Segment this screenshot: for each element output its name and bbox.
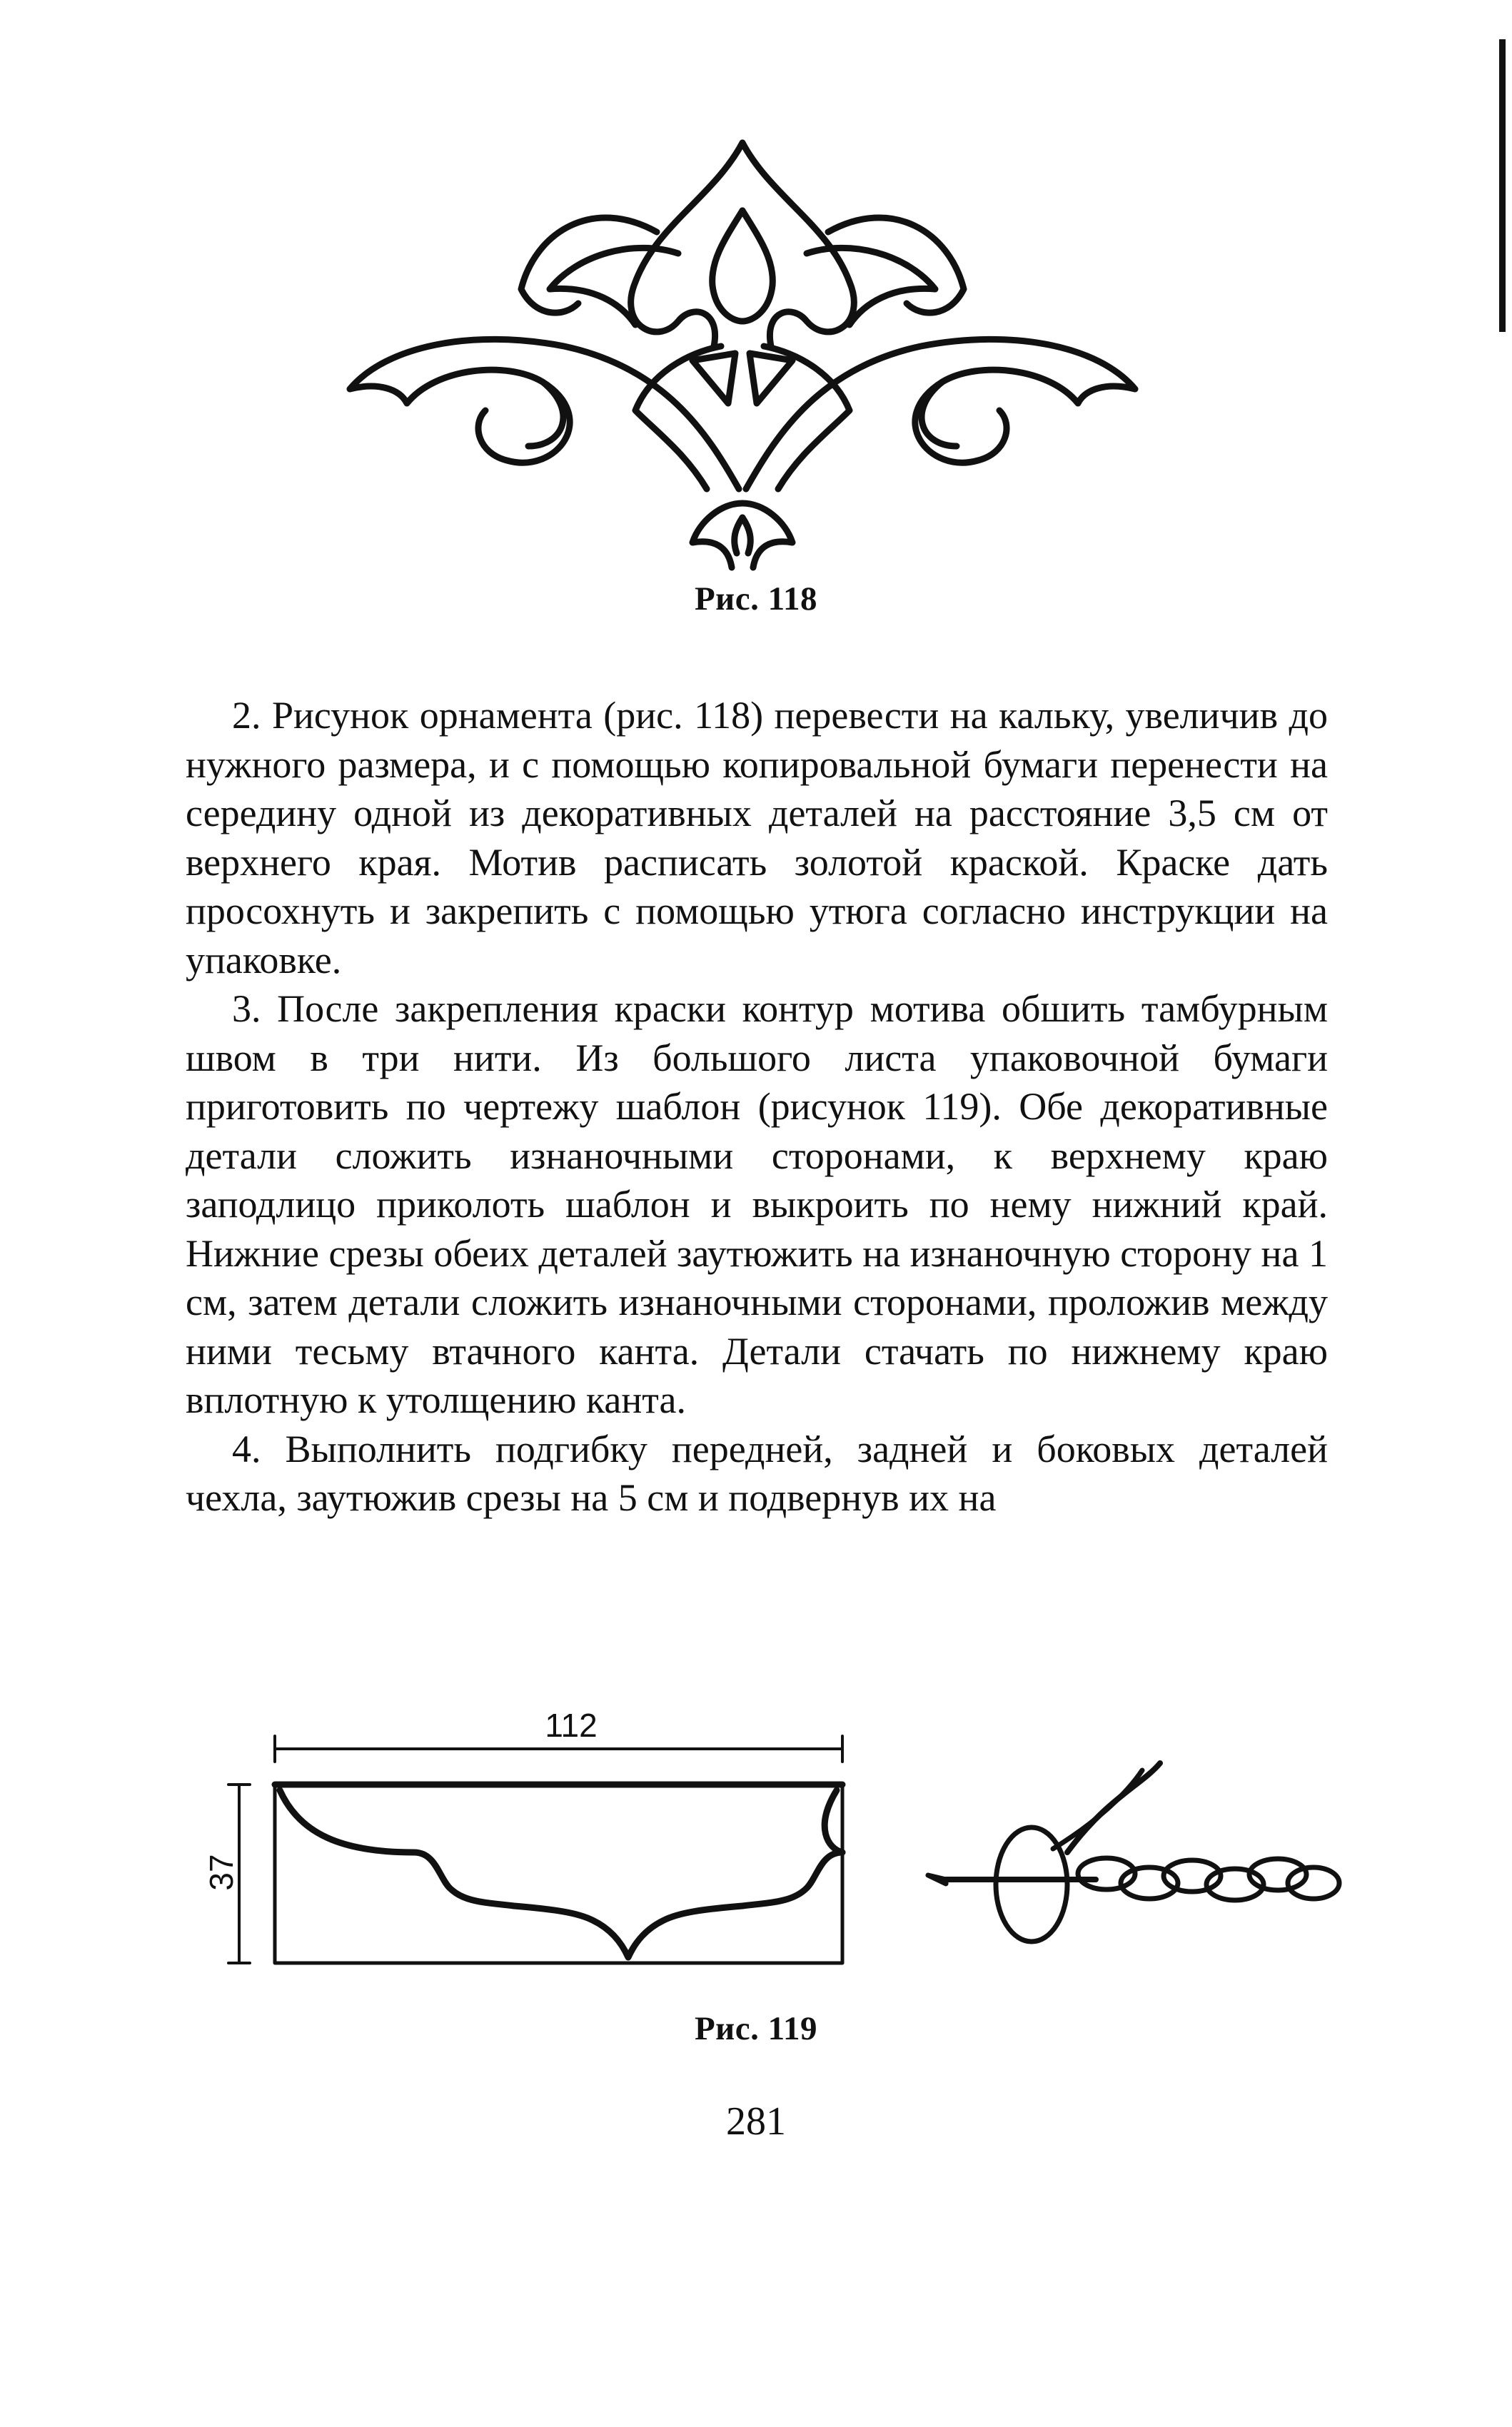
dimension-width-label: 112: [545, 1707, 598, 1744]
page-edge-mark: [1499, 39, 1506, 332]
ornament-left-half: [350, 143, 742, 567]
figure-119-drawing: [200, 1706, 1356, 1977]
paragraph-step-2: 2. Рисунок орнамента (рис. 118) перевести на кальку, увеличив до нужного размера, и с помощью копировальной бумаги перенести на середину одной из декоративных деталей на расстояние 3,5 см от верхнего края. Мотив расписать золотой краской. Краске дать просохнуть и закрепить с помощью утюга согласно инструкции на упаковке.: [186, 694, 1328, 982]
figure-119-caption: Рис. 119: [694, 2010, 818, 2047]
template-pattern: [228, 1736, 842, 1963]
dimension-height-label: 37: [203, 1854, 240, 1891]
body-text: [186, 691, 1328, 1523]
ornament-figure: [336, 132, 1149, 575]
chain-stitch-illustration: [928, 1763, 1339, 1942]
paragraph-step-4: 4. Выполнить подгибку передней, задней и боковых деталей чехла, заутюжив срезы на 5 см и подвернув их на: [186, 1427, 1328, 1519]
page-number: 281: [726, 2099, 786, 2144]
figure-118-caption: Рис. 118: [694, 580, 818, 617]
paragraph-step-3: 3. После закрепления краски контур мотива обшить тамбурным швом в три нити. Из большого листа упаковочной бумаги приготовить по чертежу шаблон (рисунок 119). Обе декоративные детали сложить изнаночными сторонами, к верхнему краю заподлицо приколоть шаблон и выкроить по нему нижний край. Нижние срезы обеих деталей заутюжить на изнаночную сторону на 1 см, затем детали сложить изнаночными сторонами, проложив между ними тесьму втачного канта. Детали стачать по нижнему краю вплотную к утолщению канта.: [186, 987, 1328, 1421]
ornament-right-half: [742, 143, 1135, 567]
